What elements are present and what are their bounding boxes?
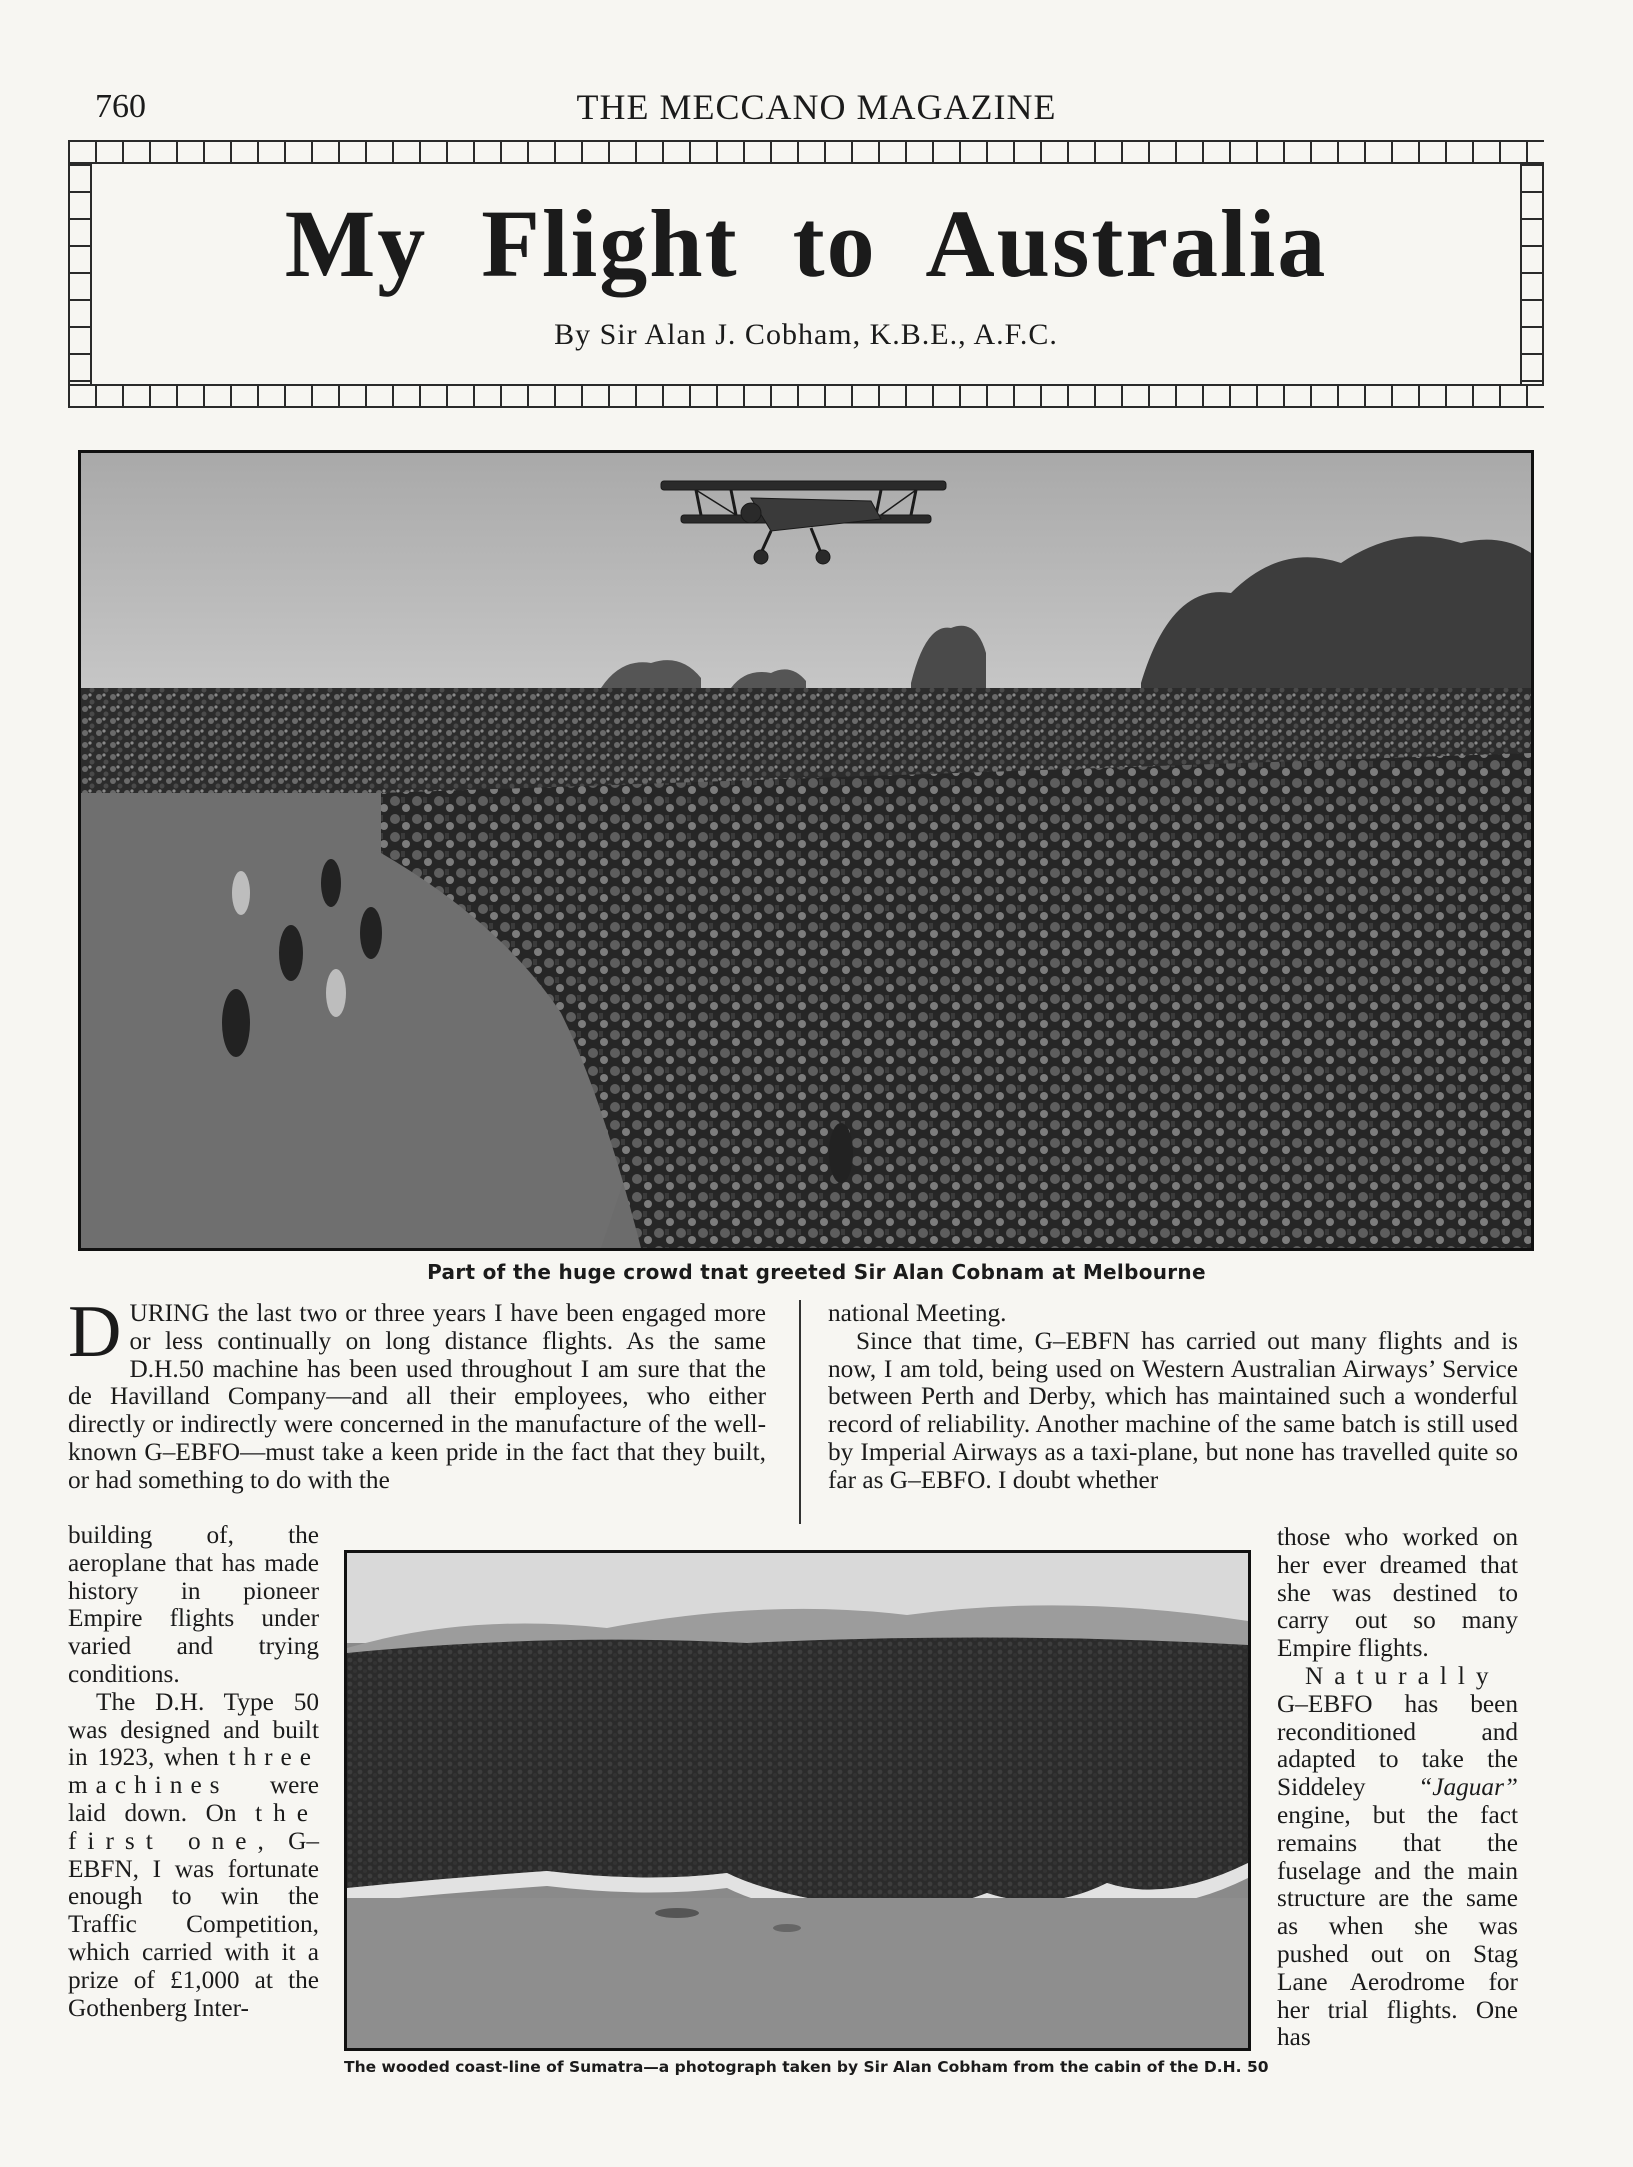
sumatra-coastline-photograph [344, 1550, 1251, 2051]
coastline-illustration [347, 1553, 1248, 2048]
paragraph-1-continued: building of, the aeroplane that has made history in pioneer Empire flights under varied and trying conditions. [68, 1521, 319, 1688]
page-number: 760 [95, 88, 146, 125]
right-column-top [828, 1300, 1518, 1495]
paragraph-1-end: national Meeting. [828, 1299, 1007, 1327]
crowd-photograph [78, 450, 1534, 1251]
paragraph-3: Naturally G–EBFO has been reconditioned and adapted to take the Siddeley “Jaguar” engine, but the fact remains that the fuselage and the main structure are the same as when she was pushed out on Stag Lane Aerodrome for her trial flights. One has [1277, 1661, 1518, 2052]
left-column-top [68, 1291, 766, 1495]
article-title: My Flight to Australia [284, 190, 1328, 297]
right-column-narrow [1277, 1524, 1518, 2052]
ornamental-border-top [68, 140, 1544, 164]
ornamental-border-bottom [68, 384, 1544, 408]
left-column-narrow [68, 1522, 319, 2022]
column-divider [799, 1300, 801, 1524]
title-box [68, 140, 1544, 408]
sumatra-photo-caption: The wooded coast-line of Sumatra—a photograph taken by Sir Alan Cobham from the cabin of the D.H. 50 [344, 2058, 1269, 2076]
article-byline: By Sir Alan J. Cobham, K.B.E., A.F.C. [554, 318, 1058, 351]
crowd-photo-illustration [81, 453, 1531, 1248]
paragraph-1: URING the last two or three years I have been engaged more or less continually on long distance flights. As the same D.H.50 machine has been used throughout I am sure that the de Havilland Company—and all their employees, who either directly or indirectly were concerned in the manufacture of the well-known G–EBFO—must take a keen pride in the fact that they built, or had something to do with the [68, 1299, 766, 1494]
paragraph-2-continued: those who worked on her ever dreamed that she was destined to carry out so many Empire flights. [1277, 1523, 1518, 1663]
drop-cap: D [68, 1291, 122, 1373]
magazine-title: THE MECCANO MAGAZINE [576, 87, 1057, 127]
paragraph-2: The D.H. Type 50 was designed and built in 1923, when three machines were laid down. On the first one, G–EBFN, I was fortunate enough to win the Traffic Competition, which carried with it a prize of £1,000 at the Gothenberg Inter- [68, 1687, 320, 2022]
paragraph-2: Since that time, G–EBFN has carried out many flights and is now, I am told, being used on Western Australian Airways’ Service between Perth and Derby, which has maintained such a wonderful record of reliability. Another machine of the same batch is still used by Imperial Airways as a taxi-plane, but none has travelled quite so far as G–EBFO. I doubt whether [828, 1326, 1518, 1494]
crowd-photo-caption: Part of the huge crowd tnat greeted Sir Alan Cobnam at Melbourne [427, 1260, 1206, 1284]
